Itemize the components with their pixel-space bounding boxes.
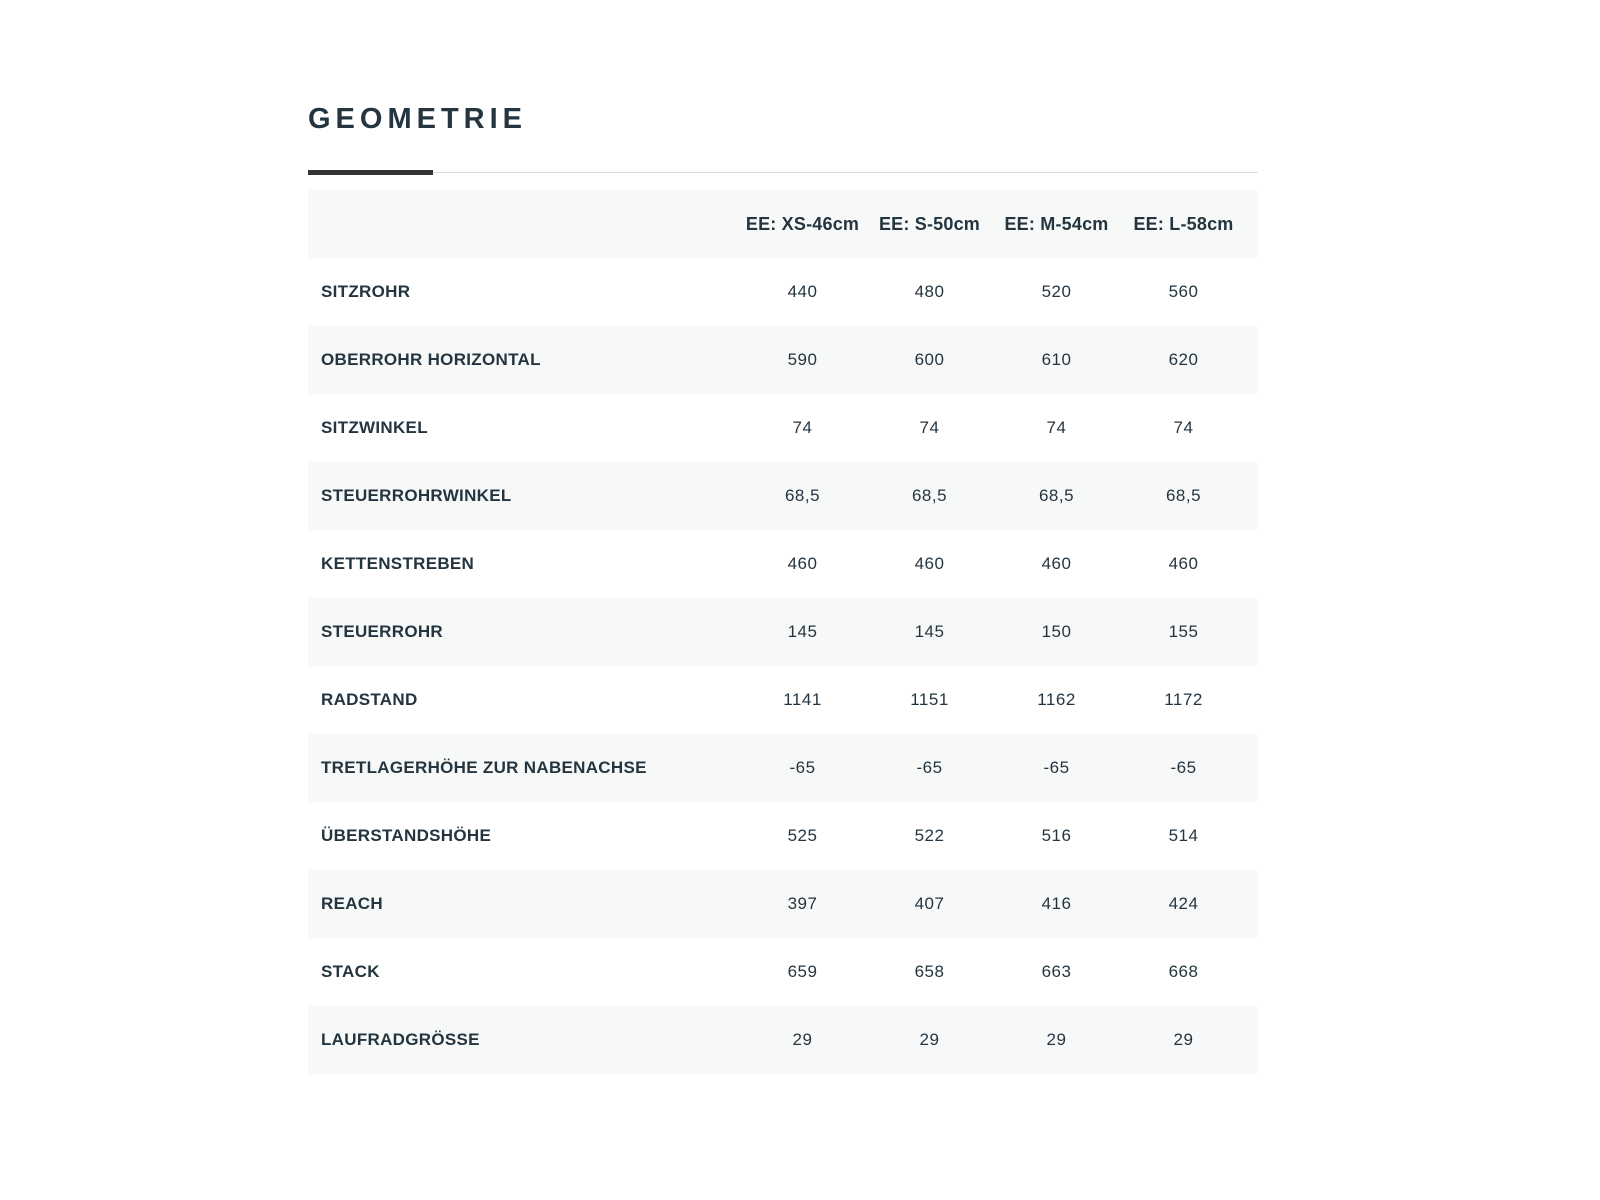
cell-value: 460 (914, 554, 945, 573)
table-row (308, 802, 1258, 870)
cell-value: 68,5 (911, 486, 948, 505)
geometry-section (308, 105, 1258, 1074)
table-row (308, 870, 1258, 938)
column-header: EE: S-50cm (878, 213, 981, 234)
cell-value: 1151 (910, 690, 949, 709)
cell-value: 1172 (1164, 690, 1203, 709)
cell-value: 29 (1173, 1030, 1194, 1049)
divider-line (308, 172, 1258, 173)
cell-value: 659 (787, 962, 818, 981)
cell-value: 1141 (783, 690, 822, 709)
table-row (308, 598, 1258, 666)
table-row (308, 1006, 1258, 1074)
cell-value: 460 (1168, 554, 1199, 573)
cell-value: 658 (914, 962, 945, 981)
column-header: EE: L-58cm (1133, 213, 1234, 234)
cell-value: 74 (1173, 418, 1194, 437)
cell-value: -65 (789, 758, 816, 777)
cell-value: 74 (919, 418, 940, 437)
title-divider (308, 170, 1258, 175)
cell-value: 516 (1041, 826, 1072, 845)
row-label: KETTENSTREBEN (321, 554, 475, 573)
cell-value: 155 (1168, 622, 1199, 641)
row-label: STACK (321, 962, 380, 981)
row-label: RADSTAND (321, 690, 418, 709)
cell-value: 68,5 (784, 486, 821, 505)
cell-value: 68,5 (1165, 486, 1202, 505)
cell-value: 145 (787, 622, 818, 641)
table-row (308, 394, 1258, 462)
cell-value: 397 (787, 894, 818, 913)
table-header-row (308, 190, 1258, 258)
column-header: EE: XS-46cm (745, 213, 860, 234)
cell-value: 668 (1168, 962, 1199, 981)
row-label: TRETLAGERHÖHE ZUR NABENACHSE (321, 758, 647, 777)
table-row (308, 326, 1258, 394)
cell-value: 145 (914, 622, 945, 641)
cell-value: 460 (787, 554, 818, 573)
table-row (308, 258, 1258, 326)
table-row (308, 938, 1258, 1006)
cell-value: 424 (1168, 894, 1199, 913)
row-label: STEUERROHR (321, 622, 444, 641)
cell-value: 520 (1041, 282, 1072, 301)
row-label: SITZROHR (321, 282, 411, 301)
cell-value: 610 (1041, 350, 1072, 369)
cell-value: 29 (919, 1030, 940, 1049)
cell-value: 590 (787, 350, 818, 369)
row-label: LAUFRADGRÖSSE (321, 1030, 480, 1049)
cell-value: -65 (916, 758, 943, 777)
cell-value: 600 (914, 350, 945, 369)
cell-value: -65 (1043, 758, 1070, 777)
row-label: ÜBERSTANDSHÖHE (321, 826, 492, 845)
cell-value: 460 (1041, 554, 1072, 573)
cell-value: 29 (1046, 1030, 1067, 1049)
geometry-table (308, 190, 1258, 1074)
cell-value: 514 (1168, 826, 1199, 845)
cell-value: 522 (914, 826, 945, 845)
table-row (308, 462, 1258, 530)
cell-value: 407 (914, 894, 945, 913)
cell-value: 560 (1168, 282, 1199, 301)
cell-value: 68,5 (1038, 486, 1075, 505)
cell-value: 74 (792, 418, 813, 437)
cell-value: 663 (1041, 962, 1072, 981)
row-label: REACH (321, 894, 383, 913)
cell-value: 74 (1046, 418, 1067, 437)
row-label: OBERROHR HORIZONTAL (321, 350, 541, 369)
table-row (308, 530, 1258, 598)
table-row (308, 734, 1258, 802)
cell-value: 440 (787, 282, 818, 301)
page-title: GEOMETRIE (308, 103, 528, 135)
divider-accent-bar (308, 170, 433, 175)
cell-value: 1162 (1037, 690, 1076, 709)
cell-value: 620 (1168, 350, 1199, 369)
cell-value: 480 (914, 282, 945, 301)
cell-value: -65 (1170, 758, 1197, 777)
table-row (308, 666, 1258, 734)
row-label: SITZWINKEL (321, 418, 428, 437)
cell-value: 416 (1041, 894, 1072, 913)
cell-value: 29 (792, 1030, 813, 1049)
cell-value: 525 (787, 826, 818, 845)
cell-value: 150 (1041, 622, 1072, 641)
row-label: STEUERROHRWINKEL (321, 486, 512, 505)
column-header: EE: M-54cm (1004, 213, 1109, 234)
